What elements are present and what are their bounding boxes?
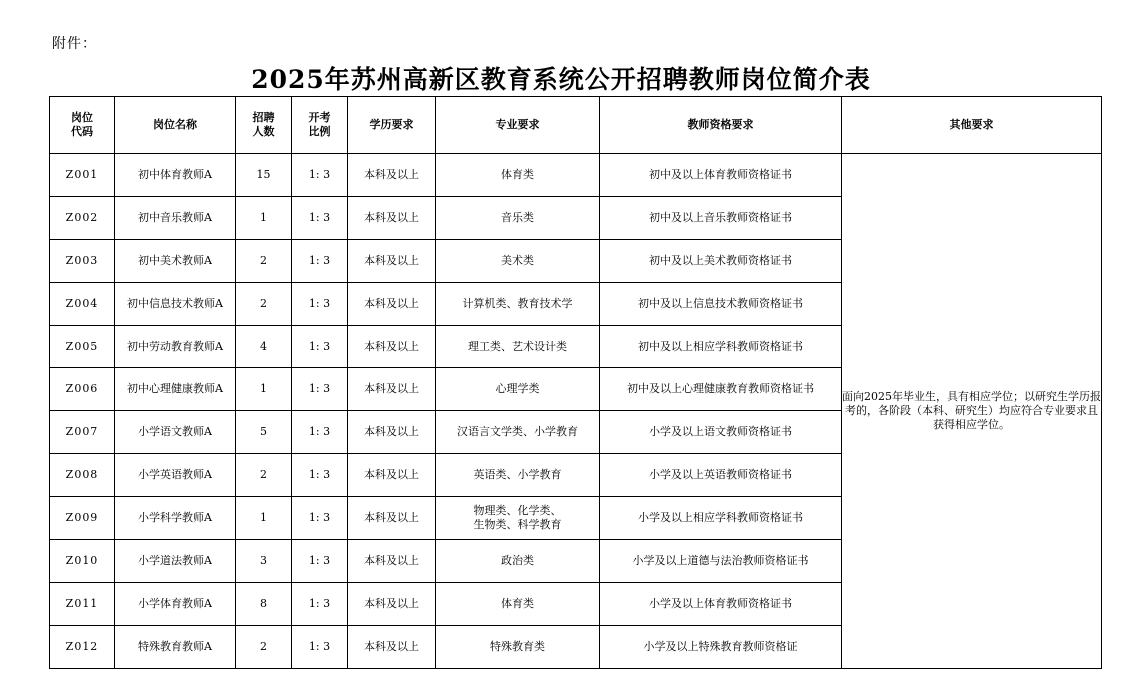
header-major: 专业要求	[436, 97, 600, 154]
cell-count: 2	[236, 282, 292, 325]
page-title: 2025年苏州高新区教育系统公开招聘教师岗位简介表	[251, 65, 871, 94]
cell-education: 本科及以上	[348, 454, 436, 497]
cell-code: Z005	[50, 325, 115, 368]
cell-qualification: 初中及以上音乐教师资格证书	[600, 196, 842, 239]
table-header-row	[50, 97, 1102, 154]
cell-ratio: 1: 3	[292, 282, 348, 325]
cell-education: 本科及以上	[348, 282, 436, 325]
header-code	[50, 97, 115, 154]
cell-qualification: 初中及以上相应学科教师资格证书	[600, 325, 842, 368]
cell-ratio: 1: 3	[292, 497, 348, 540]
cell-education: 本科及以上	[348, 540, 436, 583]
cell-major: 美术类	[436, 239, 600, 282]
cell-ratio: 1: 3	[292, 411, 348, 454]
cell-count: 2	[236, 454, 292, 497]
cell-education: 本科及以上	[348, 411, 436, 454]
header-code-text: 岗位代码	[71, 111, 93, 138]
cell-ratio: 1: 3	[292, 582, 348, 625]
positions-table	[49, 96, 1102, 669]
cell-ratio: 1: 3	[292, 196, 348, 239]
cell-ratio: 1: 3	[292, 239, 348, 282]
cell-count: 8	[236, 582, 292, 625]
cell-count: 1	[236, 368, 292, 411]
cell-code: Z007	[50, 411, 115, 454]
cell-count: 3	[236, 540, 292, 583]
cell-count: 1	[236, 196, 292, 239]
header-name: 岗位名称	[115, 97, 236, 154]
cell-name: 小学体育教师A	[115, 582, 236, 625]
cell-code: Z009	[50, 497, 115, 540]
cell-count: 15	[236, 154, 292, 197]
attachment-label: 附件：	[52, 36, 97, 52]
cell-education: 本科及以上	[348, 497, 436, 540]
cell-count: 5	[236, 411, 292, 454]
cell-major: 体育类	[436, 582, 600, 625]
cell-other-requirements: 面向2025年毕业生，具有相应学位；以研究生学历报考的，各阶段（本科、研究生）均应符合专业要求且获得相应学位。	[842, 154, 1102, 669]
header-count	[236, 97, 292, 154]
cell-education: 本科及以上	[348, 625, 436, 668]
header-other: 其他要求	[842, 97, 1102, 154]
header-qualification: 教师资格要求	[600, 97, 842, 154]
cell-count: 2	[236, 625, 292, 668]
cell-education: 本科及以上	[348, 196, 436, 239]
cell-ratio: 1: 3	[292, 154, 348, 197]
cell-code: Z012	[50, 625, 115, 668]
cell-major: 心理学类	[436, 368, 600, 411]
cell-code: Z010	[50, 540, 115, 583]
cell-name: 小学道法教师A	[115, 540, 236, 583]
cell-major: 音乐类	[436, 196, 600, 239]
header-education: 学历要求	[348, 97, 436, 154]
cell-qualification: 初中及以上美术教师资格证书	[600, 239, 842, 282]
cell-name: 初中劳动教育教师A	[115, 325, 236, 368]
header-ratio-text: 开考比例	[308, 111, 331, 138]
cell-major: 计算机类、教育技术学	[436, 282, 600, 325]
cell-education: 本科及以上	[348, 154, 436, 197]
header-count-text: 招聘人数	[252, 111, 275, 138]
cell-code: Z002	[50, 196, 115, 239]
cell-qualification: 小学及以上相应学科教师资格证书	[600, 497, 842, 540]
cell-ratio: 1: 3	[292, 540, 348, 583]
cell-name: 小学语文教师A	[115, 411, 236, 454]
cell-code: Z006	[50, 368, 115, 411]
cell-education: 本科及以上	[348, 368, 436, 411]
cell-qualification: 初中及以上心理健康教育教师资格证书	[600, 368, 842, 411]
cell-code: Z011	[50, 582, 115, 625]
cell-code: Z001	[50, 154, 115, 197]
cell-qualification: 初中及以上信息技术教师资格证书	[600, 282, 842, 325]
cell-major: 政治类	[436, 540, 600, 583]
cell-qualification: 初中及以上体育教师资格证书	[600, 154, 842, 197]
cell-code: Z003	[50, 239, 115, 282]
cell-ratio: 1: 3	[292, 368, 348, 411]
cell-qualification: 小学及以上特殊教育教师资格证	[600, 625, 842, 668]
cell-name: 初中心理健康教师A	[115, 368, 236, 411]
cell-education: 本科及以上	[348, 582, 436, 625]
cell-ratio: 1: 3	[292, 325, 348, 368]
cell-ratio: 1: 3	[292, 625, 348, 668]
cell-name: 小学英语教师A	[115, 454, 236, 497]
cell-education: 本科及以上	[348, 325, 436, 368]
cell-count: 4	[236, 325, 292, 368]
table-row	[50, 154, 1102, 197]
cell-count: 1	[236, 497, 292, 540]
cell-count: 2	[236, 239, 292, 282]
cell-code: Z004	[50, 282, 115, 325]
cell-qualification: 小学及以上语文教师资格证书	[600, 411, 842, 454]
cell-name: 初中信息技术教师A	[115, 282, 236, 325]
cell-name: 初中体育教师A	[115, 154, 236, 197]
cell-education: 本科及以上	[348, 239, 436, 282]
cell-qualification: 小学及以上体育教师资格证书	[600, 582, 842, 625]
cell-name: 初中音乐教师A	[115, 196, 236, 239]
cell-major: 体育类	[436, 154, 600, 197]
cell-name: 初中美术教师A	[115, 239, 236, 282]
cell-major: 汉语言文学类、小学教育	[436, 411, 600, 454]
cell-qualification: 小学及以上道德与法治教师资格证书	[600, 540, 842, 583]
cell-ratio: 1: 3	[292, 454, 348, 497]
cell-major: 物理类、化学类、 生物类、科学教育	[436, 497, 600, 540]
cell-name: 小学科学教师A	[115, 497, 236, 540]
cell-code: Z008	[50, 454, 115, 497]
header-ratio	[292, 97, 348, 154]
cell-major: 理工类、艺术设计类	[436, 325, 600, 368]
cell-qualification: 小学及以上英语教师资格证书	[600, 454, 842, 497]
cell-major: 英语类、小学教育	[436, 454, 600, 497]
cell-major: 特殊教育类	[436, 625, 600, 668]
cell-name: 特殊教育教师A	[115, 625, 236, 668]
